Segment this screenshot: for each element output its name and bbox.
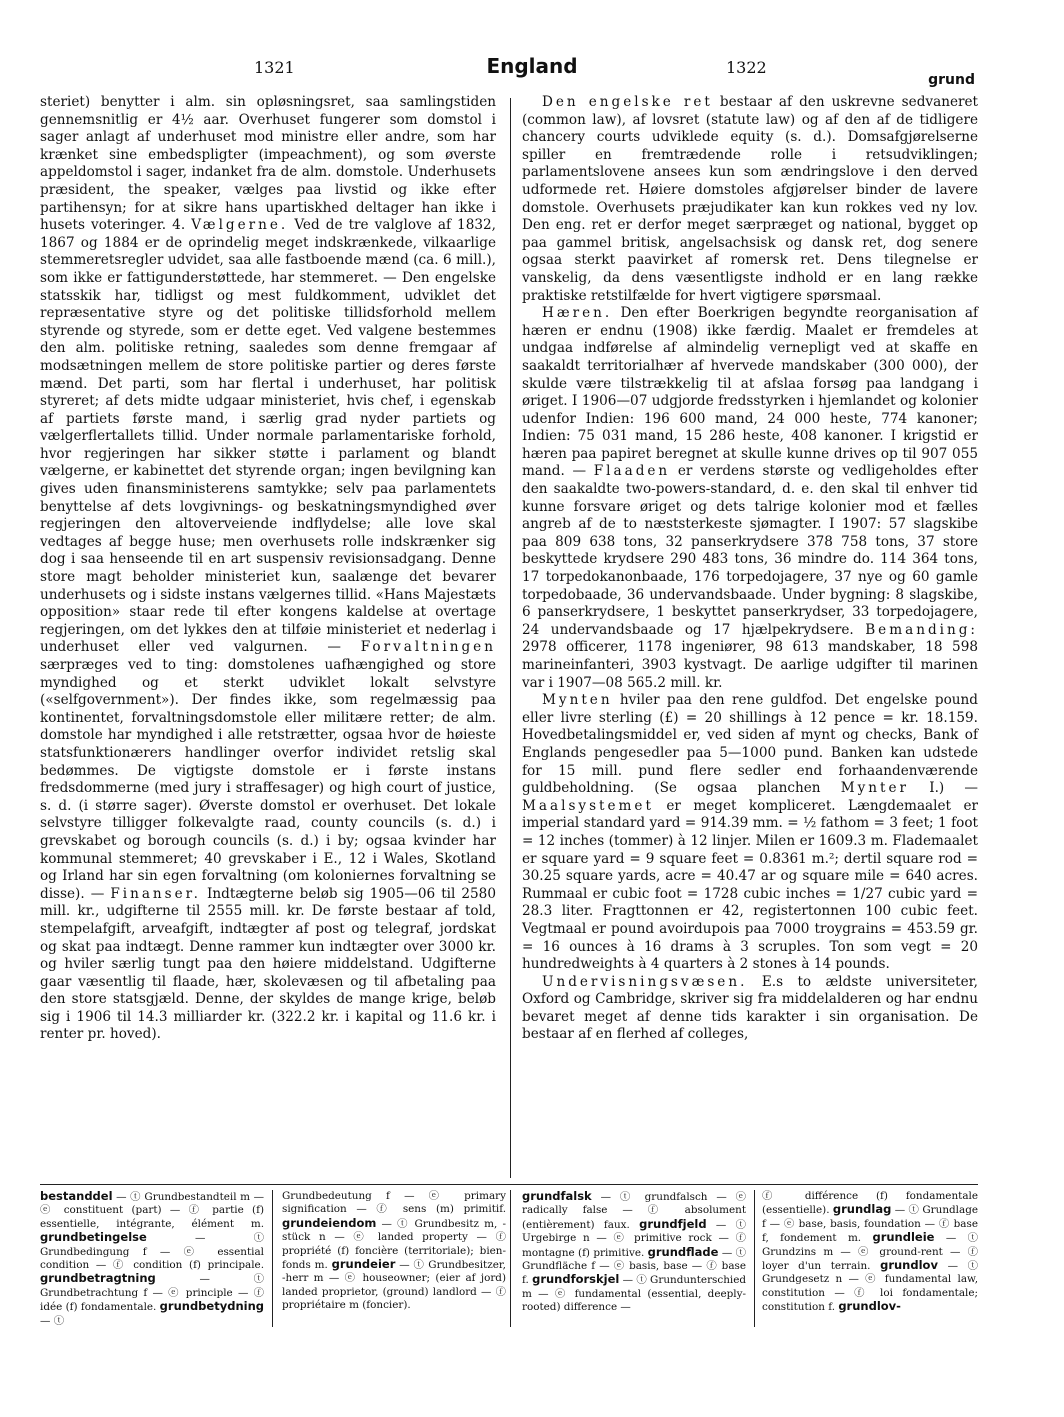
section-heading: Mynten — [542, 692, 613, 709]
entry-term: grundeier — [331, 1257, 396, 1272]
section-heading: Forvaltningen — [360, 639, 496, 656]
right-paragraph: Den engelske ret bestaar af den uskrevne sedvaneret (common law), af lovsret (statute law) og af den af de tidligere chancery courts udviklede equity (s. d.). Domsafgjørelserne spiller en fremtrædende rolle i retsudviklingen; parlamentslovene ansees kun som ændringslove i den derved udformede ret. Høiere domstoles afgjørelser binder de lavere domstole. Overhusets præjudikater kan kun rokkes ved ny lov. Den eng. ret er derfor meget særpræget og national, bygget op paa gammel britisk, angelsachsisk og dansk ret, dog senere ogsaa sterkt paavirket af romersk ret. Dens tilegnelse er vanskelig, da dens væsentligste indhold er en lang række praktiske retstilfælde for hvert vigtigere spørsmaal. — [522, 94, 978, 304]
section-heading: Undervisningsvæsen. — [542, 973, 748, 990]
footer-divider-vertical — [754, 1190, 755, 1327]
section-heading: Mynter — [840, 780, 910, 797]
entry-term: grundfjeld — [639, 1216, 707, 1231]
entry-term: grundforskjel — [532, 1272, 620, 1287]
section-heading: Finanser. — [110, 885, 201, 902]
section-heading: Vælgerne. — [191, 217, 289, 234]
entry-term: grundlov — [880, 1258, 938, 1273]
footer-column-2: Grundbedeutung f — ⓔ primary signification — ⓕ sens (m) primitif. grundeiendom — ⓣ Grundbesitz m, -stück n — ⓔ landed property — ⓕ propriété (f) foncière (territoriale); bien-fonds m. grundeier — ⓣ Grundbesitzer, -herr m — ⓔ houseowner; (eier af jord) landed proprietor, (ground) landlord — ⓕ propriétaire m (foncier). — [282, 1190, 506, 1312]
entry-term: grundleie — [872, 1230, 935, 1245]
footer-divider — [40, 1184, 978, 1185]
section-heading: Den engelske ret — [542, 94, 713, 110]
column-divider — [510, 98, 511, 1178]
page-number-left: 1321 — [254, 58, 295, 77]
entry-term: grundfalsk — [522, 1189, 592, 1203]
footer-divider-vertical — [272, 1190, 273, 1327]
section-heading: Maalsystemet — [522, 797, 654, 814]
left-paragraph: steriet) benytter i alm. sin opløsningsret, saa samlingstiden gennemsnitlig er 4½ aar. Overhuset fungerer som domstol i sager anlagt af underhuset mod ministre eller andre, som har krænket sine embedspligter (impeachment), og som øverste appeldomstol i sager, indanket fra de alm. domstole. Underhusets præsident, the speaker, vælges paa livstid og ikke efter partihensyn; for at sikre hans upartiskhed deltager han ikke i husets voteringer. 4. Vælgerne. Ved de tre valglove af 1832, 1867 og 1884 er de oprindelig meget indskrænkede, vilkaarlige stemmeretsregler udvidet, saa alle fastboende mænd (ca. 6 mill.), som ikke er fattigunderstøttede, har stemmeret. — Den engelske statsskik har, tidligst og mest fuldkomment, udviklet det repræsentative styre og det politiske tillidsforhold mellem styrende og styrede, som er dette eget. Ved valgene bestemmes den alm. politiske retning, saaledes som denne fremgaar af modsætningen mellem de store politiske partier og deres første mænd. Det parti, som har flertal i underhuset, har politisk styreret; af dets midte udgaar ministeriet, hvis chef, i egenskab af partiets første mand, i særlig grad nyder partiets og vælgerflertallets tillid. Under normale parlamentariske forhold, hvor regjeringen har sikker støtte i parlament og blandt vælgerne, er kabinettet det styrende organ; ingen bevilgning kan gives uden finansministerens samtykke; selv paa parlamentets benyttelse af dets lovgivnings- og beskatningsmyndighed øver regjeringen den altoverveiende indflydelse; alle love skal vedtages af begge huse; men overhusets rolle indskrænker sig dog i saa henseende til en art suspensiv revisionsadgang. Denne store magt beholder ministeriet kun, saalænge det bevarer underhusets og i sidste instans vælgernes tillid. «Hans Majestæts opposition» staar rede til efter kongens kaldelse at overtage regjeringen, om det lykkes den at tilføie ministeriet et nederlag i underhuset eller ved valgurnen. — Forvaltningen særpræges ved to ting: domstolenes uafhængighed og store myndighed og et sterkt udviklet lokalt selvstyre («selfgovernment»). Der findes ikke, som regelmæssig paa kontinentet, forvaltningsdomstole eller militære retter; de alm. domstole har myndighed i alle retstrætter, ogsaa hvor de høieste statsfunktionærers handlinger overfor individet retslig skal bedømmes. De vigtigste domstole er i første instans fredsdommerne (med jury i straffesager) og high court of justice, s. d. (i større sager). Øverste domstol er overhuset. Det lokale selvstyre tilligger folkevalgte raad, county councils (s. d.) i grevskabet og borough councils (s. d.) i by; ogsaa kvinder har kommunal stemmeret; 40 grevskaber i E., 12 i Wales, Skotland og Irland har sin egen forvaltning (om koloniernes forvaltning se disse). — Finanser. Indtægterne beløb sig 1905—06 til 2580 mill. kr., udgifterne til 2555 mill. kr. De første bestaar af told, stempelafgift, arveafgift, indtægter af post og telegraf, jordskat og skat paa indtægt. Denne rammer kun indtægter over 3000 kr. og hviler særlig tungt paa den høiere middelstand. Udgifterne gaar væsentlig til flaade, hær, skolevæsen og til afbetaling paa den store statsgjæld. Denne, der skyldes de mange krige, beløb sig i 1906 til 14.3 milliarder kr. (322.2 kr. i kapital og 11.6 kr. i renter pr. hoved). — [40, 94, 496, 1043]
page-number-right: 1322 — [726, 58, 767, 77]
entry-term: grundlag — [832, 1202, 892, 1217]
entry-term: grundeiendom — [282, 1215, 377, 1230]
section-heading: Flaaden — [593, 463, 671, 480]
right-paragraph: Undervisningsvæsen. E.s to ældste universiteter, Oxford og Cambridge, skriver sig fra middelalderen og har endnu bevaret meget af denne tids karakter i sin organisation. De bestaar af en flerhed af colleges, — [522, 973, 978, 1043]
entry-term: grundlov- — [838, 1299, 901, 1314]
footer-divider-vertical — [510, 1190, 511, 1327]
entry-term: grundbetingelse — [40, 1230, 147, 1245]
section-heading: Bemanding: — [865, 621, 978, 638]
right-column — [522, 94, 978, 1044]
left-column — [40, 94, 496, 1044]
page-title: England — [486, 54, 578, 78]
entry-term: grundflade — [647, 1244, 719, 1259]
entry-term: bestanddel — [40, 1189, 113, 1203]
running-keyword: grund — [928, 72, 975, 88]
footer-column-1: bestanddel — ⓣ Grundbestandteil m — ⓔ constituent (part) — ⓕ partie (f) essentielle, intégrante, élément m. grundbetingelse — ⓣ Grundbedingung f — ⓔ essential condition — ⓕ condition (f) principale. grundbetragtning — ⓣ Grundbetrachtung f — ⓔ principle — ⓕ idée (f) fondamentale. grundbetydning — ⓣ — [40, 1189, 264, 1327]
right-paragraph: Mynten hviler paa den rene guldfod. Det engelske pound eller livre sterling (£) = 20 shillings à 12 pence = kr. 18.159. Hovedbetalingsmiddel er, ved siden af mynt og checks, Bank of Englands pengesedler paa 5—1000 pund. Banken kan udstede for 15 mill. pund flere sedler end forhaandenværende guldbeholdning. (Se ogsaa planchen Mynter I.) — Maalsystemet er meget kompliceret. Længdemaalet er imperial standard yard = 914.39 mm. = ½ fathom = 3 feet; 1 foot = 12 inches (tommer) à 12 linjer. Milen er 1609.3 m. Flademaalet er square yard = 9 square feet = 0.8361 m.²; dertil square rod = 30.25 square yards, acre = 40.47 ar og square mile = 640 acres. Rummaal er cubic foot = 1728 cubic inches = 1/27 cubic yard = 28.3 liter. Fragttonnen er 42, registertonnen 100 cubic feet. Vegtmaal er pound avoirdupois paa 7000 troygrains = 453.59 gr. = 16 ounces à 16 drams à 3 scruples. Ton som vegt = 20 hundredweights à 4 quarters à 2 stones à 14 pounds. — [522, 692, 978, 973]
right-paragraph: Hæren. Den efter Boerkrigen begyndte reorganisation af hæren er endnu (1908) ikke færdig. Maalet er fremdeles at undgaa indførelse af almindelig vernepligt ved at skaffe en saakaldt territorialhær af hvervede mandskaber (300 000), der skulde være tilstrækkelig til at afslaa forsøg paa landgang i øriget. I 1906—07 udgjorde fredsstyrken i hjemlandet og kolonier udenfor Indien: 196 600 mand, 24 000 heste, 774 kanoner; Indien: 75 031 mand, 15 286 heste, 408 kanoner. I krigstid er hæren paa papiret beregnet at skulle kunne drives op til 907 055 mand. — Flaaden er verdens største og vedligeholdes efter den saakaldte two-powers-standard, d. e. den skal til enhver tid kunne forsvare øriget og dets talrige kolonier mod et fælles angreb af de to næststerkeste sjømagter. I 1907: 57 slagskibe paa 809 638 tons, 32 panserkrydsere 378 758 tons, 37 store beskyttede krydsere 290 483 tons, 36 mindre do. 114 364 tons, 17 torpedokanonbaade, 176 torpedojagere, 37 nye og 60 gamle torpedobaade, 36 undervandsbaade. Under bygning: 8 slagskibe, 6 panserkrydsere, 1 beskyttet panserkrydser, 33 torpedojagere, 24 undervandsbaade og 17 hjælpekrydsere. Bemanding: 2978 officerer, 1178 ingeniører, 98 613 mandskaber, 18 598 marineinfanteri, 3903 kystvagt. De aarlige udgifter til marinen var i 1907—08 565.2 mill. kr. — [522, 305, 978, 691]
entry-term: grundbetragtning — [40, 1271, 156, 1286]
footer-column-3: grundfalsk — ⓣ grundfalsch — ⓔ radically false — ⓕ absolument (entièrement) faux. grundfjeld — ⓣ Urgebirge n — ⓔ primitive rock — ⓕ montagne (f) primitive. grundflade — ⓣ Grundfläche f — ⓔ basis, base — ⓕ base f. grundforskjel — ⓣ Grundunterschied m — ⓔ fundamental (essential, deeply-rooted) difference — — [522, 1189, 747, 1314]
section-heading: Hæren. — [542, 305, 613, 322]
entry-term: grundbetydning — [159, 1299, 264, 1314]
footer-column-4: ⓕ différence (f) fondamentale (essentielle). grundlag — ⓣ Grundlage f — ⓔ base, basis, foundation — ⓕ base f, fondement m. grundleie — ⓣ Grundzins m — ⓔ ground-rent — ⓕ loyer d'un terrain. grundlov — ⓣ Grundgesetz n — ⓔ fundamental law, constitution — ⓕ loi fondamentale; constitution f. grundlov- — [762, 1190, 978, 1314]
